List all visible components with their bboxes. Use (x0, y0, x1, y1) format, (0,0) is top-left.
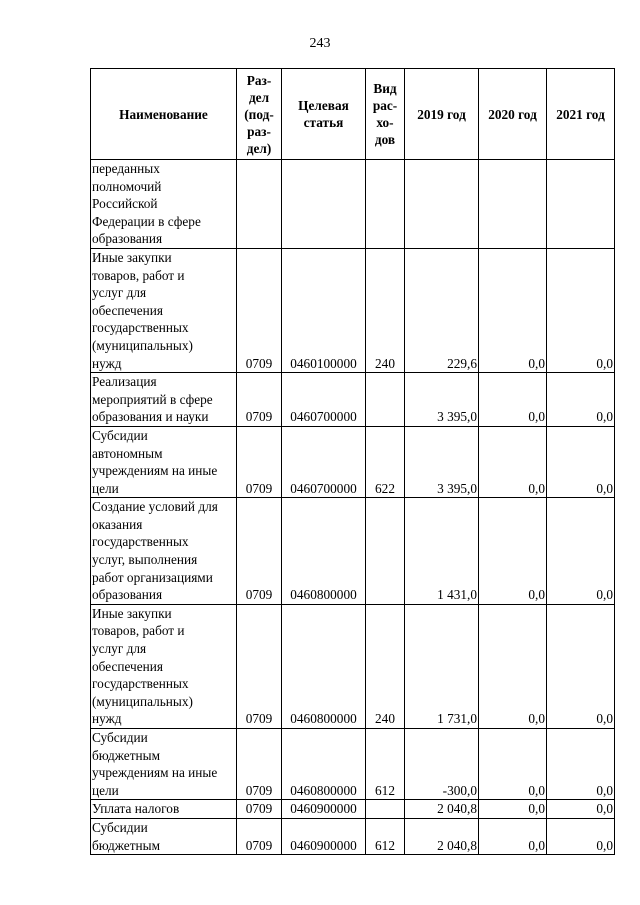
row-name-line: оказания (92, 516, 143, 532)
row-name (91, 373, 237, 427)
row-expense: 612 (366, 818, 405, 854)
row-name-line: Субсидии (92, 427, 148, 443)
row-name-line: образования (92, 587, 163, 603)
row-target (282, 160, 366, 249)
row-name-line: нужд (92, 711, 122, 727)
header-expense-line: хо- (376, 115, 394, 130)
table-row (91, 160, 615, 249)
row-name-line: учреждениям на иные (92, 765, 218, 781)
header-2019: 2019 год (405, 69, 479, 160)
row-name-line: товаров, работ и (92, 623, 185, 639)
row-target: 0460700000 (282, 373, 366, 427)
row-name-line: бюджетным (92, 747, 160, 763)
row-section: 0709 (237, 498, 282, 605)
row-2019: 1 731,0 (405, 604, 479, 728)
row-name (91, 729, 237, 800)
header-section-line: дел (248, 89, 270, 105)
table-row (91, 426, 615, 497)
row-name-line: Создание условий для (92, 499, 218, 515)
row-name-line: товаров, работ и (92, 267, 185, 283)
row-2020: 0,0 (479, 729, 547, 800)
row-name (91, 160, 237, 249)
row-2019 (405, 160, 479, 249)
row-2020: 0,0 (479, 373, 547, 427)
table-row (91, 373, 615, 427)
header-target (282, 69, 366, 160)
row-2021: 0,0 (547, 729, 615, 800)
row-name-line: Российской (92, 196, 158, 212)
header-target-line: статья (303, 115, 344, 130)
row-2020: 0,0 (479, 604, 547, 728)
table-row (91, 248, 615, 372)
row-name-line: услуг для (92, 641, 147, 657)
row-2020: 0,0 (479, 818, 547, 854)
row-2020: 0,0 (479, 248, 547, 372)
row-expense (366, 498, 405, 605)
header-section-line: раз- (247, 123, 271, 139)
row-name (91, 604, 237, 728)
row-name-line: (муниципальных) (92, 337, 193, 353)
header-section-line: дел) (246, 140, 272, 156)
row-name-line: цели (92, 480, 119, 496)
row-name-line: Реализация (92, 374, 157, 390)
row-name-line: Субсидии (92, 819, 148, 835)
row-name-line: бюджетным (92, 837, 160, 853)
header-expense-line: Вид (373, 81, 397, 96)
row-name-line: образования (92, 231, 163, 247)
row-name-line: государственных (92, 534, 189, 550)
row-name (91, 498, 237, 605)
row-name-line: переданных (92, 161, 160, 176)
table-row (91, 729, 615, 800)
header-2020: 2020 год (479, 69, 547, 160)
row-2019: 2 040,8 (405, 800, 479, 819)
row-target: 0460700000 (282, 426, 366, 497)
row-name (91, 818, 237, 854)
row-expense (366, 373, 405, 427)
header-expense-line: дов (374, 132, 396, 147)
row-2019: 1 431,0 (405, 498, 479, 605)
row-name (91, 426, 237, 497)
row-name-line: Субсидии (92, 730, 148, 745)
row-2019: 229,6 (405, 248, 479, 372)
row-2021: 0,0 (547, 604, 615, 728)
row-2019: 2 040,8 (405, 818, 479, 854)
row-2021 (547, 160, 615, 249)
table-body (91, 160, 615, 855)
row-expense (366, 160, 405, 249)
row-target: 0460800000 (282, 604, 366, 728)
row-name (91, 248, 237, 372)
row-section: 0709 (237, 373, 282, 427)
row-name-line: Уплата налогов (92, 801, 180, 817)
row-2020: 0,0 (479, 800, 547, 819)
row-2021: 0,0 (547, 248, 615, 372)
header-section (237, 69, 282, 160)
row-name-line: обеспечения (92, 302, 163, 318)
page-number: 243 (309, 36, 331, 51)
header-2021: 2021 год (547, 69, 615, 160)
row-section (237, 160, 282, 249)
row-section: 0709 (237, 426, 282, 497)
header-section-line: Раз- (246, 72, 272, 88)
row-expense: 622 (366, 426, 405, 497)
row-expense: 240 (366, 248, 405, 372)
header-row (91, 69, 615, 160)
row-name-line: нужд (92, 355, 122, 371)
header-expense-line: рас- (372, 98, 398, 113)
row-target: 0460100000 (282, 248, 366, 372)
table-row (91, 800, 615, 819)
row-name-line: государственных (92, 320, 189, 336)
row-name-line: автономным (92, 445, 163, 461)
row-name-line: работ организациями (92, 569, 213, 585)
row-2020: 0,0 (479, 426, 547, 497)
row-2020 (479, 160, 547, 249)
row-name-line: обеспечения (92, 658, 163, 674)
row-section: 0709 (237, 248, 282, 372)
row-expense: 612 (366, 729, 405, 800)
table-row (91, 604, 615, 728)
row-2021: 0,0 (547, 800, 615, 819)
row-2021: 0,0 (547, 373, 615, 427)
row-target: 0460900000 (282, 818, 366, 854)
row-expense: 240 (366, 604, 405, 728)
row-expense (366, 800, 405, 819)
row-name-line: Иные закупки (92, 249, 172, 265)
row-name-line: услуг для (92, 285, 147, 301)
header-target-line: Целевая (298, 98, 349, 113)
row-2021: 0,0 (547, 818, 615, 854)
table-row (91, 498, 615, 605)
row-name-line: мероприятий в сфере (92, 391, 213, 407)
table-row (91, 818, 615, 854)
row-2020: 0,0 (479, 498, 547, 605)
header-section-line: (под- (244, 106, 274, 122)
row-2019: 3 395,0 (405, 373, 479, 427)
row-name-line: Федерации в сфере (92, 213, 201, 229)
row-2021: 0,0 (547, 498, 615, 605)
row-section: 0709 (237, 800, 282, 819)
row-section: 0709 (237, 604, 282, 728)
row-target: 0460800000 (282, 729, 366, 800)
row-section: 0709 (237, 818, 282, 854)
row-name-line: полномочий (92, 178, 162, 194)
row-name-line: государственных (92, 676, 189, 692)
row-name-line: образования и науки (92, 409, 209, 425)
row-name-line: услуг, выполнения (92, 552, 198, 568)
row-name (91, 800, 237, 819)
row-name-line: (муниципальных) (92, 693, 193, 709)
row-2019: 3 395,0 (405, 426, 479, 497)
row-name-line: Иные закупки (92, 605, 172, 621)
header-name: Наименование (91, 69, 237, 160)
row-2019: -300,0 (405, 729, 479, 800)
row-2021: 0,0 (547, 426, 615, 497)
row-target: 0460900000 (282, 800, 366, 819)
row-target: 0460800000 (282, 498, 366, 605)
row-name-line: учреждениям на иные (92, 463, 218, 479)
budget-table (90, 68, 615, 855)
header-expense (366, 69, 405, 160)
row-name-line: цели (92, 782, 119, 798)
row-section: 0709 (237, 729, 282, 800)
